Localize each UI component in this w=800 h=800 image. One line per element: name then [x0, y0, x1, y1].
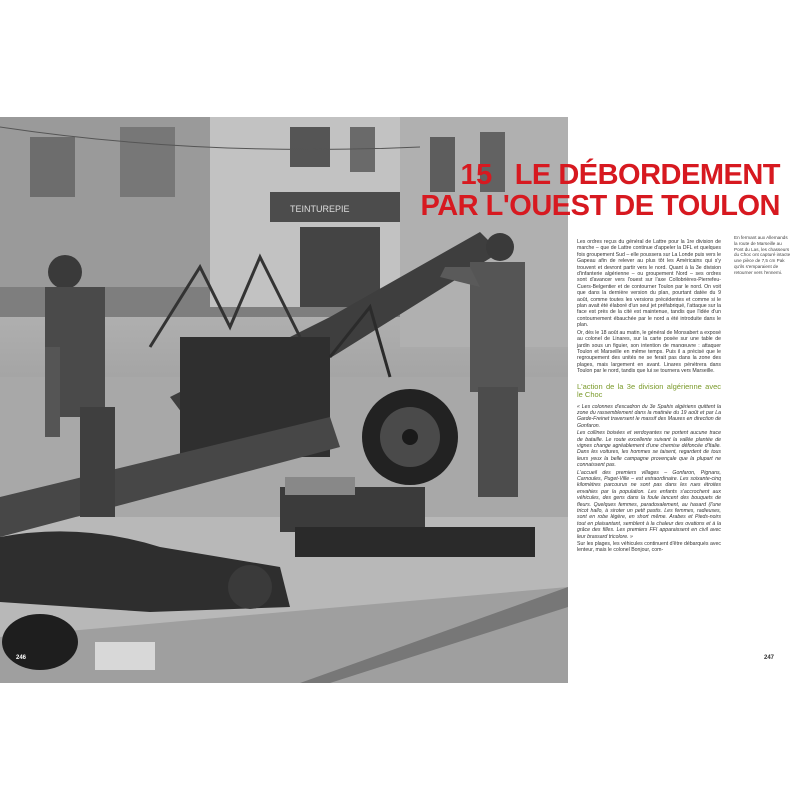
quote-paragraph-1: « Les colonnes d'escadron du 3e Spahis algériens quittent la zone du rassemblement dans la matinée du 19 août et par La Garde-Freinet traversent le massif des Maures en direction de Gonfaron. [577, 403, 721, 429]
title-line-1: LE DÉBORDEMENT [514, 159, 780, 191]
photo-caption: En fermant aux Allemands la route de Marseille au Pont du Las, les chasseurs du Choc ont capturé intacte une pièce de 7,5 cm Pak qu'ils s'emparaient de retourner vers l'ennemi. [734, 235, 791, 275]
magazine-spread [0, 117, 800, 683]
svg-text:TEINTUREPIE: TEINTUREPIE [290, 204, 350, 214]
quote-paragraph-3: L'accueil des premiers villages – Gonfaron, Pignans, Carnoules, Puget-Ville – est extraordinaire. Les soixante-cinq kilomètres parcourus ne sont pas dans les rues étroites envahies par la population. Les enfants s'accrochent aux véhicules, des gens dans la foule lancent des bouquets de fleurs. Quelques femmes, paradoxalement, au hasard (l'une tricot hallo, à siroter un petit pastis. Les femmes, radieuses, sont en robe légère, en short même. Arabes et Pieds-noirs tout en plaisantant, semblent à la chaleur des ovations et à la grâce des filles. Les premiers FFI apparaissent en civil avec leur brassard tricolore. » [577, 469, 721, 540]
page-number-left: 246 [16, 655, 27, 661]
body-paragraph-2: Or, dès le 18 août au matin, le général de Monsabert a exposé au colonel de Linares, sur la carte posée sur une table de jardin sous un figuier, son intention de manœuvre : attaquer Toulon et Marseille en même temps. Puis il a précisé que le regroupement des unités ne se ferait pas dans la zone des plages, mais largement en avant. Linares pénétrera dans Toulon par le nord, tandis que lui se tournera vers Marseille. [577, 329, 721, 375]
article-title [410, 160, 790, 222]
article-body [577, 239, 721, 555]
body-paragraph-3: Sur les plages, les véhicules continuent d'être débarqués avec lenteur, mais le colonel Bonjour, com- [577, 541, 721, 554]
body-paragraph-1: Les ordres reçus du général de Lattre pour la 1re division de marche – que de Lattre continue d'appeler la DFL et quelques fois groupement Sud – elle poussera sur La Londe puis vers le Gapeau afin de relever au plus tôt les Américains qui s'y trouvent et devront partir vers le nord. Quant à la 3e division d'infanterie algérienne – ou groupement Nord – ses ordres sont d'avancer vers l'ouest sur l'axe Collobrières-Pierrefeu-Cuers-Belgentier et de contourner Toulon par le nord. On voit que dans la dernière version du plan, pourtant datée du 9 août, comme toutes les versions précédentes et comme si le plan avait été élaboré d'un seul jet préfabriqué, l'attaque sur la face est près de la cité est maintenue, tandis que l'idée d'un contournement ébauchée par le nord a été introduite dans le plan. [577, 239, 721, 329]
title-line-2: PAR L'OUEST DE TOULON [420, 190, 780, 222]
section-subheading: L'action de la 3e division algérienne avec le Choc [577, 381, 721, 400]
chapter-number: 15 [460, 159, 492, 191]
quote-paragraph-2: Les collines boisées et verdoyantes ne portent aucune trace de bataille. Le route excellente suivant la vallée plantée de vignes change agréablement d'une chemise défoncée d'Italie. Dans les voitures, les hommes se taisent, regardent de tous leurs yeux la belle campagne provençale que la plupart ne connaissent pas. [577, 430, 721, 469]
page-number-right: 247 [764, 655, 775, 661]
